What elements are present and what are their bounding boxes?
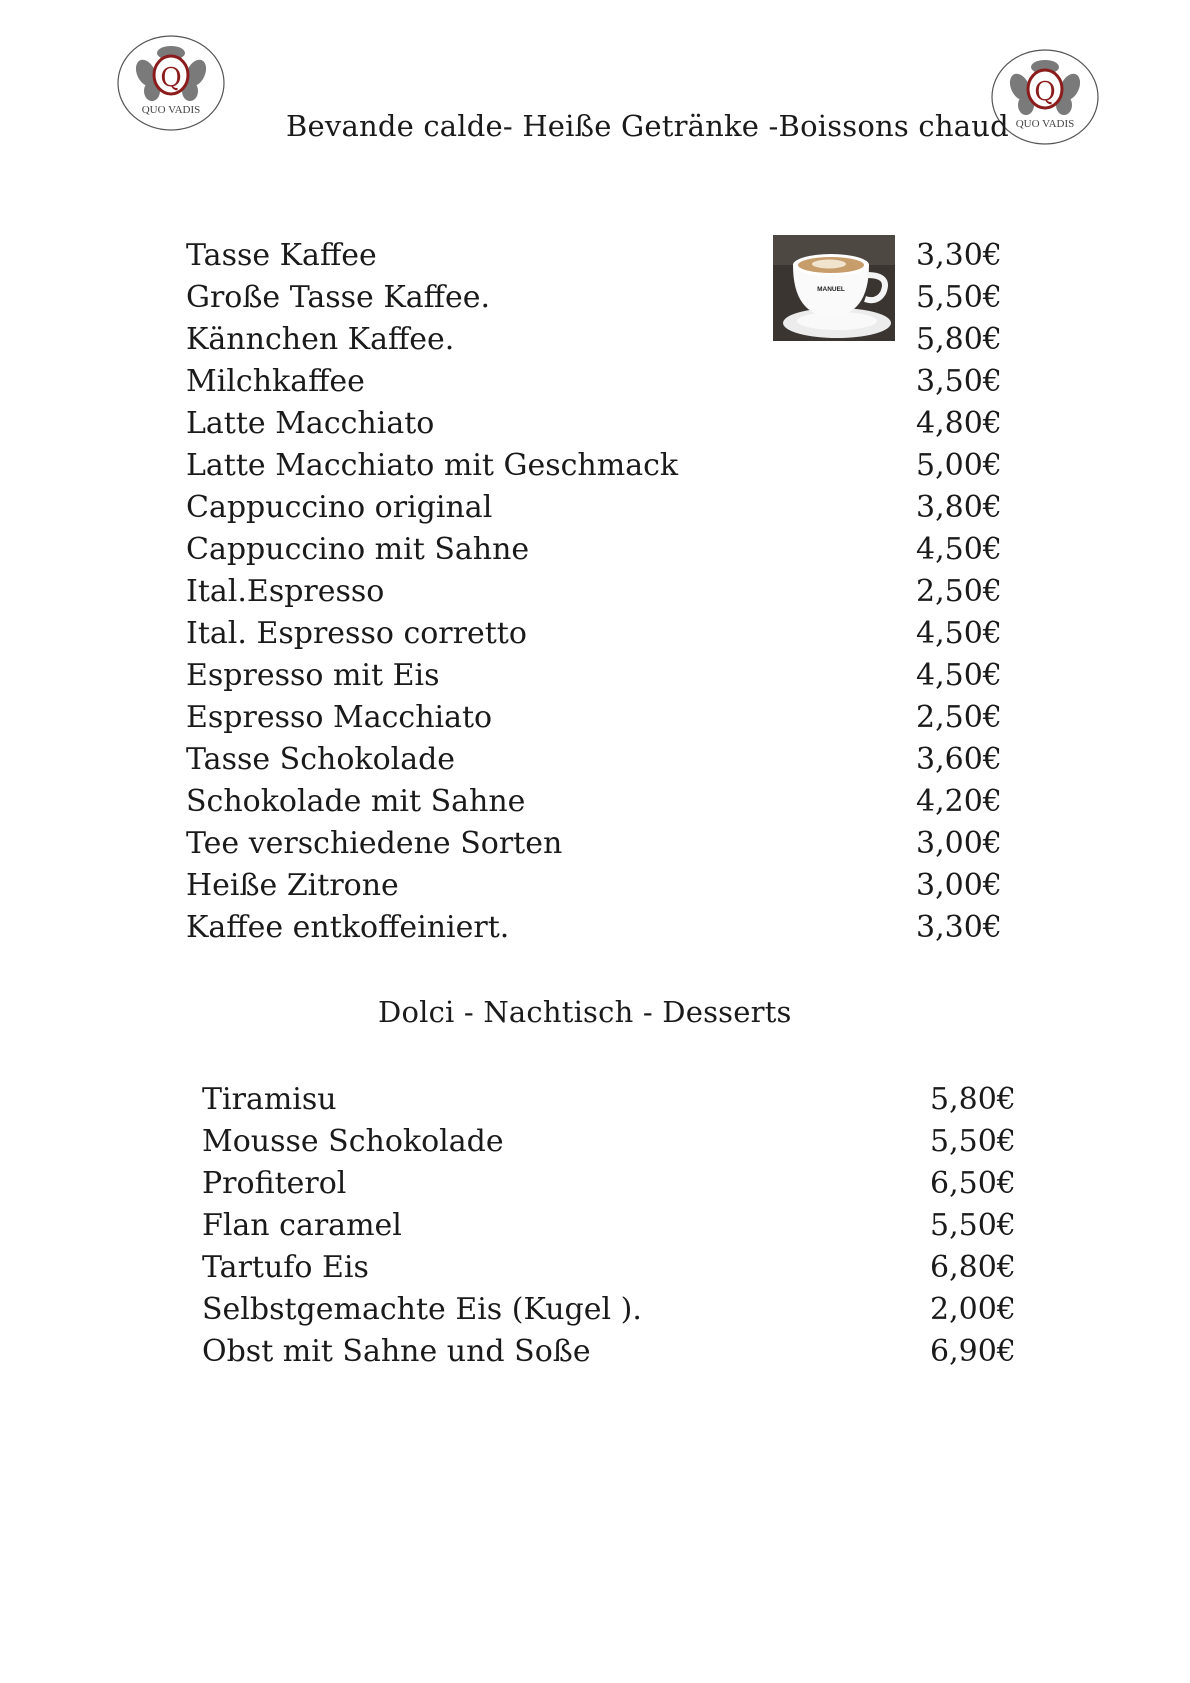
menu-item-row [186, 235, 1006, 277]
menu-item-name: Selbstgemachte Eis (Kugel ). [202, 1292, 642, 1327]
hot-drinks-list [186, 235, 1006, 949]
menu-item-name: Tartufo Eis [202, 1250, 369, 1285]
desserts-heading: Dolci - Nachtisch - Desserts [378, 995, 792, 1029]
menu-item-price: 5,50€ [930, 1124, 1016, 1159]
menu-item-row [186, 697, 1006, 739]
menu-item-name: Espresso mit Eis [186, 658, 440, 693]
menu-item-name: Flan caramel [202, 1208, 402, 1243]
menu-item-price: 3,80€ [916, 490, 1002, 525]
menu-item-row [186, 361, 1006, 403]
menu-item-price: 5,80€ [916, 322, 1002, 357]
menu-item-price: 5,00€ [916, 448, 1002, 483]
menu-item-price: 4,50€ [916, 658, 1002, 693]
svg-text:Q: Q [1034, 77, 1056, 107]
svg-text:Q: Q [160, 63, 182, 93]
menu-item-name: Tasse Schokolade [186, 742, 456, 777]
menu-item-row [186, 655, 1006, 697]
menu-item-price: 3,50€ [916, 364, 1002, 399]
menu-item-name: Espresso Macchiato [186, 700, 493, 735]
menu-item-name: Obst mit Sahne und Soße [202, 1334, 591, 1369]
menu-item-price: 2,50€ [916, 700, 1002, 735]
menu-item-row [186, 277, 1006, 319]
menu-item-row [202, 1331, 1022, 1373]
menu-item-name: Schokolade mit Sahne [186, 784, 526, 819]
menu-item-row [186, 739, 1006, 781]
menu-item-price: 6,50€ [930, 1166, 1016, 1201]
menu-item-name: Profiterol [202, 1166, 347, 1201]
menu-item-name: Tee verschiedene Sorten [186, 826, 563, 861]
menu-item-name: Ital.Espresso [186, 574, 385, 609]
menu-item-row [202, 1121, 1022, 1163]
menu-item-price: 4,20€ [916, 784, 1002, 819]
menu-item-name: Milchkaffee [186, 364, 365, 399]
hot-drinks-heading: Bevande calde- Heiße Getränke -Boissons chaud [286, 109, 1009, 143]
menu-item-name: Ital. Espresso corretto [186, 616, 527, 651]
quo-vadis-logo-left [116, 33, 226, 133]
menu-item-name: Große Tasse Kaffee. [186, 280, 490, 315]
menu-item-row [186, 823, 1006, 865]
menu-item-price: 6,80€ [930, 1250, 1016, 1285]
menu-item-price: 3,30€ [916, 910, 1002, 945]
menu-item-row [186, 403, 1006, 445]
menu-item-name: Tasse Kaffee [186, 238, 377, 273]
menu-item-row [202, 1163, 1022, 1205]
menu-item-row [186, 445, 1006, 487]
menu-item-name: Mousse Schokolade [202, 1124, 504, 1159]
menu-item-name: Latte Macchiato mit Geschmack [186, 448, 679, 483]
quo-vadis-emblem-icon [116, 33, 226, 133]
menu-item-price: 5,50€ [930, 1208, 1016, 1243]
menu-item-row [186, 571, 1006, 613]
menu-item-row [186, 613, 1006, 655]
menu-item-price: 2,50€ [916, 574, 1002, 609]
menu-item-name: Cappuccino mit Sahne [186, 532, 530, 567]
menu-item-price: 3,00€ [916, 826, 1002, 861]
menu-item-price: 4,50€ [916, 616, 1002, 651]
menu-item-name: Heiße Zitrone [186, 868, 399, 903]
menu-item-row [202, 1079, 1022, 1121]
svg-text:QUO VADIS: QUO VADIS [141, 104, 201, 116]
menu-item-row [186, 487, 1006, 529]
menu-item-price: 4,50€ [916, 532, 1002, 567]
menu-item-name: Kaffee entkoffeiniert. [186, 910, 510, 945]
menu-item-name: Cappuccino original [186, 490, 493, 525]
menu-item-row [202, 1289, 1022, 1331]
svg-text:MANUEL: MANUEL [817, 286, 845, 293]
menu-item-row [186, 319, 1006, 361]
menu-item-price: 4,80€ [916, 406, 1002, 441]
menu-item-row [202, 1247, 1022, 1289]
menu-item-price: 3,60€ [916, 742, 1002, 777]
menu-item-row [186, 907, 1006, 949]
menu-item-price: 5,80€ [930, 1082, 1016, 1117]
svg-text:QUO VADIS: QUO VADIS [1015, 118, 1075, 130]
menu-item-price: 3,30€ [916, 238, 1002, 273]
menu-item-row [202, 1205, 1022, 1247]
desserts-list [202, 1079, 1022, 1373]
menu-item-name: Tiramisu [202, 1082, 337, 1117]
menu-item-price: 2,00€ [930, 1292, 1016, 1327]
menu-item-price: 3,00€ [916, 868, 1002, 903]
menu-item-row [186, 529, 1006, 571]
menu-item-row [186, 781, 1006, 823]
menu-item-price: 6,90€ [930, 1334, 1016, 1369]
menu-item-name: Latte Macchiato [186, 406, 435, 441]
menu-item-name: Kännchen Kaffee. [186, 322, 455, 357]
menu-item-price: 5,50€ [916, 280, 1002, 315]
menu-item-row [186, 865, 1006, 907]
